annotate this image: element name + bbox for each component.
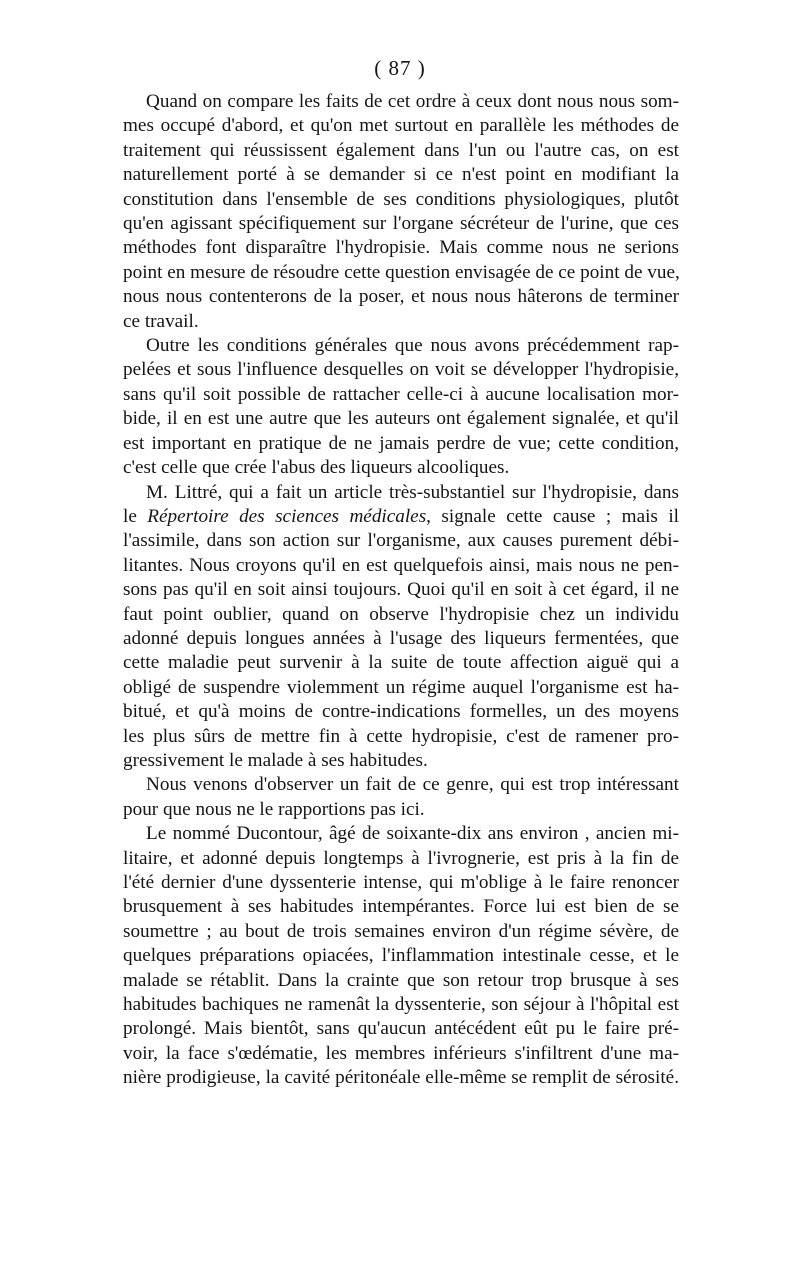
text-line: litantes. Nous croyons qu'il en est quelquefois ainsi, mais nous ne pen- bbox=[123, 554, 679, 576]
page-number: ( 87 ) bbox=[374, 56, 426, 80]
text-line: malade se rétablit. Dans la crainte que son retour trop brusque à ses bbox=[123, 969, 679, 991]
text-line: l'été dernier d'une dyssenterie intense, qui m'oblige à le faire renoncer bbox=[123, 872, 679, 893]
text-line: prolongé. Mais bientôt, sans qu'aucun antécédent eût pu le faire pré- bbox=[123, 1018, 679, 1040]
text-line: nière prodigieuse, la cavité péritonéale elle-même se remplit de sérosité. bbox=[123, 1067, 679, 1089]
text-line: constitution dans l'ensemble de ses conditions physiologiques, plutôt bbox=[123, 188, 679, 210]
text-line: soumettre ; au bout de trois semaines environ d'un régime sévère, de bbox=[123, 920, 679, 942]
body-text bbox=[123, 90, 679, 1091]
text-line: Nous venons d'observer un fait de ce genre, qui est trop intéressant bbox=[146, 774, 679, 796]
text-line: naturellement porté à se demander si ce n'est point en modifiant la bbox=[123, 164, 679, 186]
text-line: brusquement à ses habitudes intempérantes. Force lui est bien de se bbox=[123, 896, 679, 918]
text-line: pelées et sous l'influence desquelles on voit se développer l'hydropisie, bbox=[123, 359, 679, 381]
text-line: est important en pratique de ne jamais perdre de vue; cette condition, bbox=[123, 432, 679, 454]
text-line: qu'en agissant spécifiquement sur l'organe sécréteur de l'urine, que ces bbox=[123, 213, 679, 235]
paragraph bbox=[123, 90, 679, 334]
text-line: Quand on compare les faits de cet ordre à ceux dont nous nous som- bbox=[146, 91, 679, 112]
text-line: habitudes bachiques ne ramenât la dyssenterie, son séjour à l'hôpital est bbox=[123, 994, 679, 1016]
paragraph bbox=[123, 334, 679, 480]
paragraph bbox=[123, 773, 679, 822]
text-line: voir, la face s'œdématie, les membres inférieurs s'infiltrent d'une ma- bbox=[123, 1042, 679, 1064]
text-line: quelques préparations opiacées, l'inflammation intestinale cesse, et le bbox=[123, 945, 679, 967]
text-line: pour que nous ne le rapportions pas ici. bbox=[123, 798, 425, 820]
text-line: traitement qui réussissent également dans l'un ou l'autre cas, on est bbox=[123, 139, 679, 161]
text-line: sons pas qu'il en soit ainsi toujours. Quoi qu'il en soit à cet égard, il ne bbox=[123, 579, 679, 601]
text-line: litaire, et adonné depuis longtemps à l'ivrognerie, est pris à la fin de bbox=[123, 847, 679, 869]
text-line: c'est celle que crée l'abus des liqueurs alcooliques. bbox=[123, 457, 510, 479]
text-line: l'assimile, dans son action sur l'organisme, aux causes purement débi- bbox=[123, 530, 679, 552]
text-line: bide, il en est une autre que les auteurs ont également signalée, et qu'il bbox=[123, 408, 679, 430]
text-line: méthodes font disparaître l'hydropisie. Mais comme nous ne serions bbox=[123, 237, 679, 259]
text-line: faut point oublier, quand on observe l'hydropisie chez un individu bbox=[123, 603, 679, 625]
italic-title: Répertoire des sciences médicales bbox=[147, 505, 427, 527]
paragraph bbox=[123, 822, 679, 1090]
text-line: Le nommé Ducontour, âgé de soixante-dix ans environ , ancien mi- bbox=[146, 823, 679, 845]
text-line: gressivement le malade à ses habitudes. bbox=[123, 749, 428, 771]
text-line: les plus sûrs de mettre fin à cette hydropisie, c'est de ramener pro- bbox=[123, 725, 679, 747]
paragraph bbox=[123, 481, 679, 774]
text-line: cette maladie peut survenir à la suite de toute affection aiguë qui a bbox=[123, 652, 679, 674]
text-line: nous nous contenterons de la poser, et nous nous hâterons de terminer bbox=[123, 286, 679, 308]
text-line: obligé de suspendre violemment un régime auquel l'organisme est ha- bbox=[123, 676, 679, 698]
text-line: bitué, et qu'à moins de contre-indications formelles, un des moyens bbox=[123, 701, 679, 723]
text-line: adonné depuis longues années à l'usage des liqueurs fermentées, que bbox=[123, 627, 679, 649]
text-line: le Répertoire des sciences médicales, signale cette cause ; mais il bbox=[123, 505, 679, 527]
text-line: Outre les conditions générales que nous avons précédemment rap- bbox=[146, 335, 679, 357]
text-line: point en mesure de résoudre cette question envisagée de ce point de vue, bbox=[123, 261, 680, 283]
text-line: mes occupé d'abord, et qu'on met surtout en parallèle les méthodes de bbox=[123, 115, 679, 137]
text-line: sans qu'il soit possible de rattacher celle-ci à aucune localisation mor- bbox=[123, 383, 679, 405]
text-line: ce travail. bbox=[123, 310, 199, 332]
text-line: M. Littré, qui a fait un article très-substantiel sur l'hydropisie, dans bbox=[146, 481, 679, 503]
